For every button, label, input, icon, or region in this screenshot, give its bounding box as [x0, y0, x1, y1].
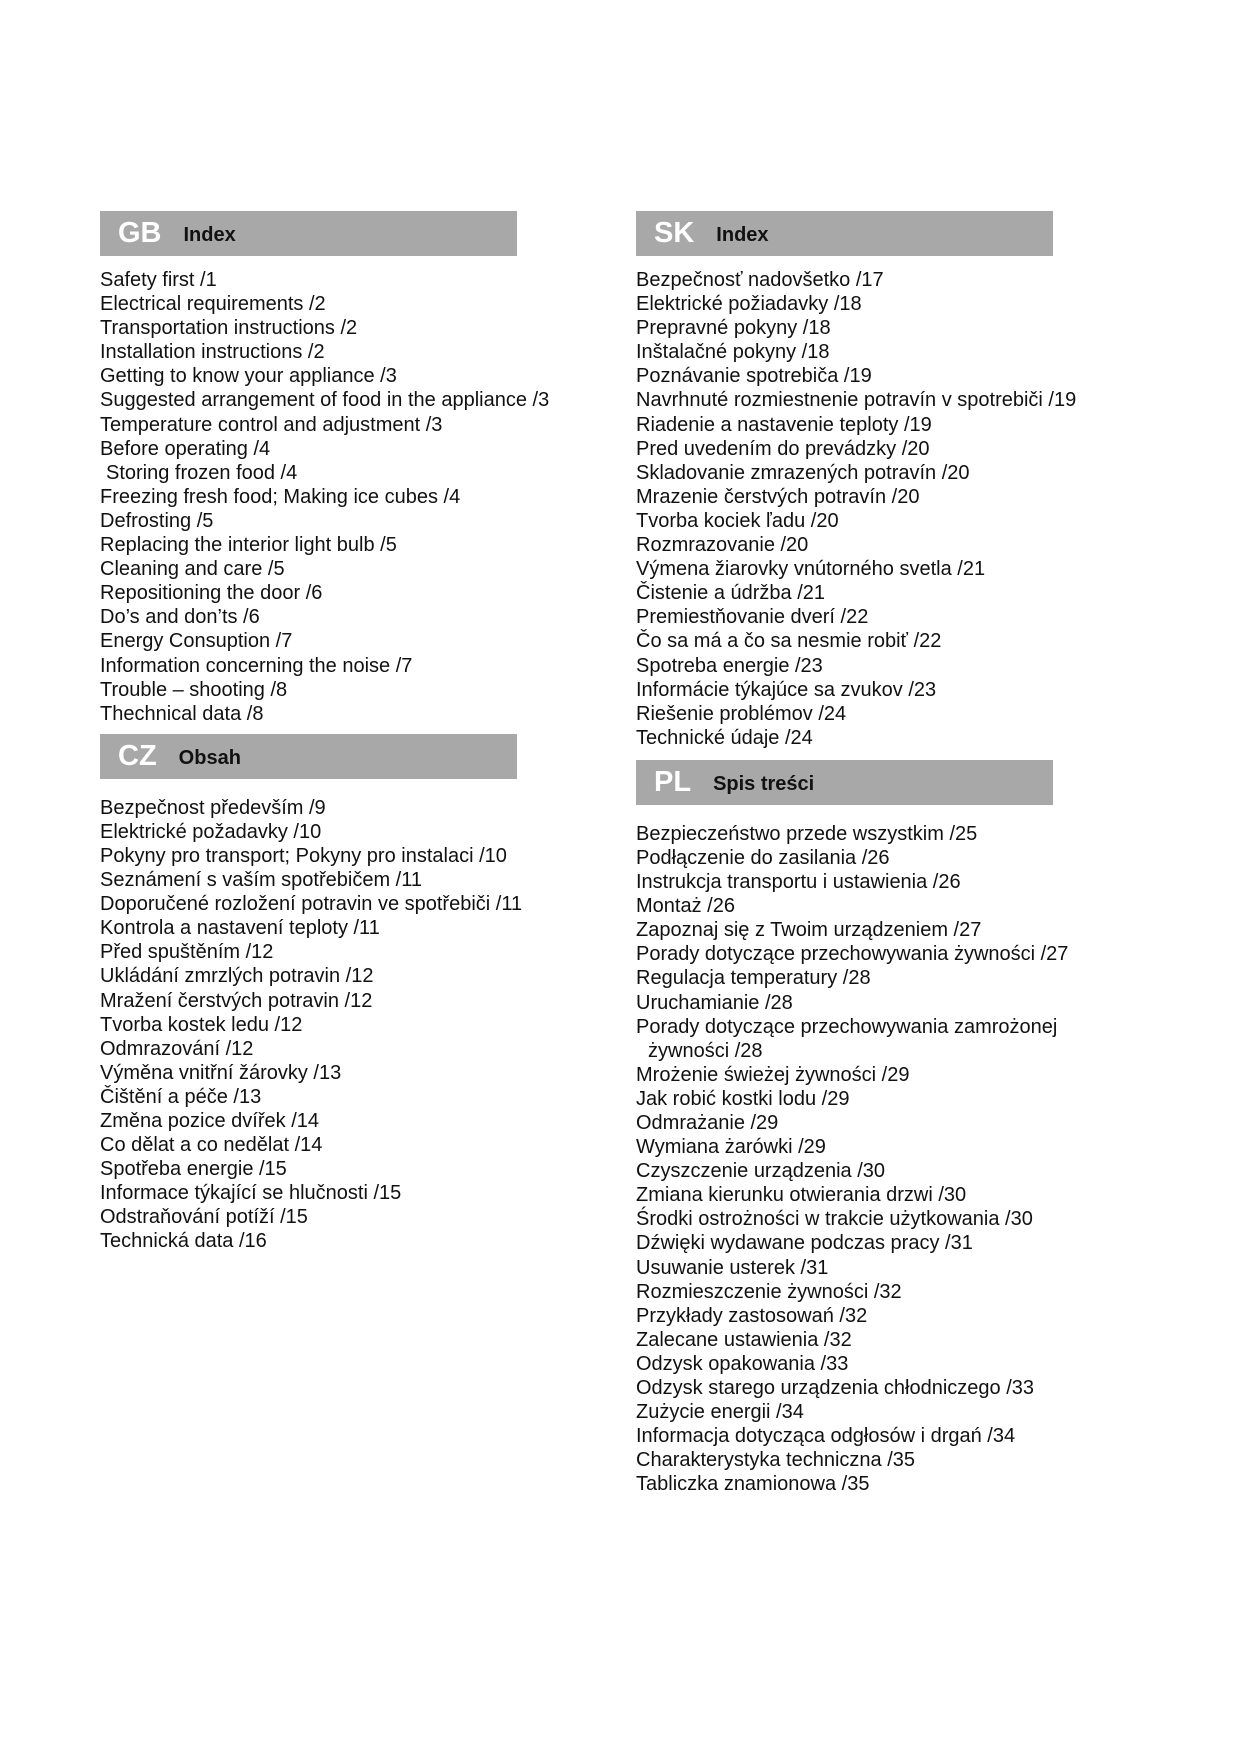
toc-item: Zapoznaj się z Twoim urządzeniem /27 [636, 919, 982, 942]
toc-item: Tvorba kociek ľadu /20 [636, 509, 839, 532]
toc-item: Odzysk opakowania /33 [636, 1352, 849, 1375]
cz-toc-list [100, 796, 560, 1254]
toc-item: Trouble – shooting /8 [100, 678, 288, 701]
toc-item: Odmrazování /12 [100, 1037, 254, 1060]
toc-item: Zmiana kierunku otwierania drzwi /30 [636, 1184, 967, 1207]
toc-item: Getting to know your appliance /3 [100, 365, 397, 388]
sk-section-header [636, 211, 1053, 256]
toc-item: Pokyny pro transport; Pokyny pro instalaci /10 [100, 844, 507, 867]
gb-language-code: GB [118, 217, 162, 249]
toc-item: Thechnical data /8 [100, 702, 264, 725]
pl-language-code: PL [654, 765, 692, 798]
toc-item: Wymiana żarówki /29 [636, 1136, 826, 1159]
toc-item: Cleaning and care /5 [100, 558, 285, 581]
toc-item: Mrazenie čerstvých potravín /20 [636, 485, 920, 508]
cz-section-title: Obsah [178, 746, 241, 769]
toc-item: Kontrola a nastavení teploty /11 [100, 917, 380, 940]
toc-item: Tvorba kostek ledu /12 [100, 1013, 303, 1036]
left-column [100, 211, 560, 1254]
toc-item: Informácie týkajúce sa zvukov /23 [636, 678, 937, 701]
toc-item: Ukládání zmrzlých potravin /12 [100, 965, 374, 988]
pl-index-section [636, 760, 1196, 1497]
toc-item: Information concerning the noise /7 [100, 654, 413, 677]
toc-item: Bezpečnosť nadovšetko /17 [636, 269, 884, 291]
toc-item: Installation instructions /2 [100, 341, 325, 364]
sk-toc-list [636, 268, 1196, 750]
gb-index-section [100, 211, 560, 726]
toc-item: Navrhnuté rozmiestnenie potravín v spotrebiči /19 [636, 389, 1077, 412]
toc-item: Charakterystyka techniczna /35 [636, 1449, 916, 1472]
toc-item: Seznámení s vaším spotřebičem /11 [100, 869, 422, 892]
toc-item: Elektrické požadavky /10 [100, 820, 322, 843]
toc-item: Bezpieczeństwo przede wszystkim /25 [636, 822, 978, 845]
cz-index-section [100, 734, 560, 1254]
cz-language-code: CZ [118, 739, 157, 772]
toc-item: Změna pozice dvířek /14 [100, 1110, 319, 1132]
toc-item: Odstraňování potíží /15 [100, 1206, 308, 1229]
toc-item: Defrosting /5 [100, 509, 214, 532]
toc-item: Do’s and don’ts /6 [100, 606, 260, 629]
toc-item: Mrożenie świeżej żywności /29 [636, 1063, 910, 1086]
toc-item: Regulacja temperatury /28 [636, 967, 871, 990]
toc-item: Spotreba energie /23 [636, 654, 823, 677]
toc-item: Podłączenie do zasilania /26 [636, 846, 890, 869]
toc-item: Výmena žiarovky vnútorného svetla /21 [636, 558, 986, 581]
toc-item: Doporučené rozložení potravin ve spotřebiči /11 [100, 893, 523, 916]
toc-item: Riadenie a nastavenie teploty /19 [636, 413, 932, 436]
toc-item: Suggested arrangement of food in the appliance /3 [100, 389, 550, 412]
toc-item: Technická data /16 [100, 1230, 267, 1253]
toc-item: Čo sa má a čo sa nesmie robiť /22 [636, 630, 942, 653]
toc-item: Uruchamianie /28 [636, 991, 793, 1014]
toc-item: Zużycie energii /34 [636, 1401, 804, 1424]
toc-item: Pred uvedením do prevádzky /20 [636, 437, 930, 460]
sk-index-section [636, 211, 1196, 750]
sk-language-code: SK [654, 217, 695, 249]
toc-item: Informace týkající se hlučnosti /15 [100, 1182, 402, 1205]
toc-item: Premiestňovanie dverí /22 [636, 606, 869, 629]
toc-item: Tabliczka znamionowa /35 [636, 1473, 870, 1496]
toc-item: Electrical requirements /2 [100, 293, 326, 316]
toc-item: Przykłady zastosowań /32 [636, 1304, 868, 1327]
toc-item: Riešenie problémov /24 [636, 702, 847, 725]
toc-item: Zalecane ustawienia /32 [636, 1328, 852, 1351]
cz-section-header [100, 734, 517, 779]
toc-item: Odzysk starego urządzenia chłodniczego /33 [636, 1377, 1035, 1400]
toc-item: Środki ostrożności w trakcie użytkowania /30 [636, 1208, 1033, 1231]
sk-section-title: Index [716, 224, 769, 246]
toc-item: Spotřeba energie /15 [100, 1158, 287, 1181]
toc-item: Repositioning the door /6 [100, 582, 323, 605]
pl-section-title: Spis treści [713, 772, 815, 795]
toc-item: Storing frozen food /4 [106, 461, 298, 484]
toc-item: Elektrické požiadavky /18 [636, 293, 862, 316]
toc-item: Skladovanie zmrazených potravín /20 [636, 461, 970, 484]
toc-item: Poznávanie spotrebiča /19 [636, 365, 872, 388]
toc-item: Před spuštěním /12 [100, 941, 274, 964]
pl-section-header [636, 760, 1053, 805]
toc-item: Safety first /1 [100, 269, 217, 291]
toc-item: Energy Consuption /7 [100, 630, 293, 653]
toc-item: Czyszczenie urządzenia /30 [636, 1160, 886, 1183]
toc-item: Dźwięki wydawane podczas pracy /31 [636, 1232, 973, 1255]
toc-item: Rozmieszczenie żywności /32 [636, 1280, 902, 1303]
gb-toc-list [100, 268, 560, 726]
toc-item: Odmrażanie /29 [636, 1112, 779, 1134]
toc-item: Instrukcja transportu i ustawienia /26 [636, 871, 961, 894]
toc-item: Prepravné pokyny /18 [636, 317, 831, 340]
right-column [636, 211, 1196, 1497]
toc-item: Porady dotyczące przechowywania żywności /27 [636, 943, 1069, 966]
toc-item: Usuwanie usterek /31 [636, 1256, 829, 1279]
gb-section-title: Index [183, 224, 236, 246]
toc-item: Replacing the interior light bulb /5 [100, 534, 397, 557]
toc-item: Rozmrazovanie /20 [636, 534, 809, 557]
toc-item: Montaż /26 [636, 895, 735, 918]
pl-toc-list [636, 822, 1196, 1497]
toc-item: Jak robić kostki lodu /29 [636, 1087, 850, 1110]
toc-item: Čištění a péče /13 [100, 1085, 262, 1108]
toc-item: Porady dotyczące przechowywania zamrożonej [636, 1015, 1058, 1038]
toc-item: Mražení čerstvých potravin /12 [100, 989, 373, 1012]
toc-item: Co dělat a co nedělat /14 [100, 1134, 323, 1157]
toc-item: Freezing fresh food; Making ice cubes /4 [100, 485, 461, 508]
toc-item: Čistenie a údržba /21 [636, 582, 826, 605]
toc-item: Temperature control and adjustment /3 [100, 413, 443, 436]
gb-section-header [100, 211, 517, 256]
toc-item: Before operating /4 [100, 437, 271, 460]
toc-item: Informacja dotycząca odgłosów i drgań /34 [636, 1425, 1016, 1448]
toc-item: Transportation instructions /2 [100, 317, 358, 340]
toc-item: Výměna vnitřní žárovky /13 [100, 1061, 342, 1084]
toc-item: Inštalačné pokyny /18 [636, 341, 830, 364]
toc-item: Technické údaje /24 [636, 726, 813, 749]
toc-item-continuation: żywności /28 [648, 1039, 763, 1062]
toc-item: Bezpečnost především /9 [100, 796, 326, 819]
